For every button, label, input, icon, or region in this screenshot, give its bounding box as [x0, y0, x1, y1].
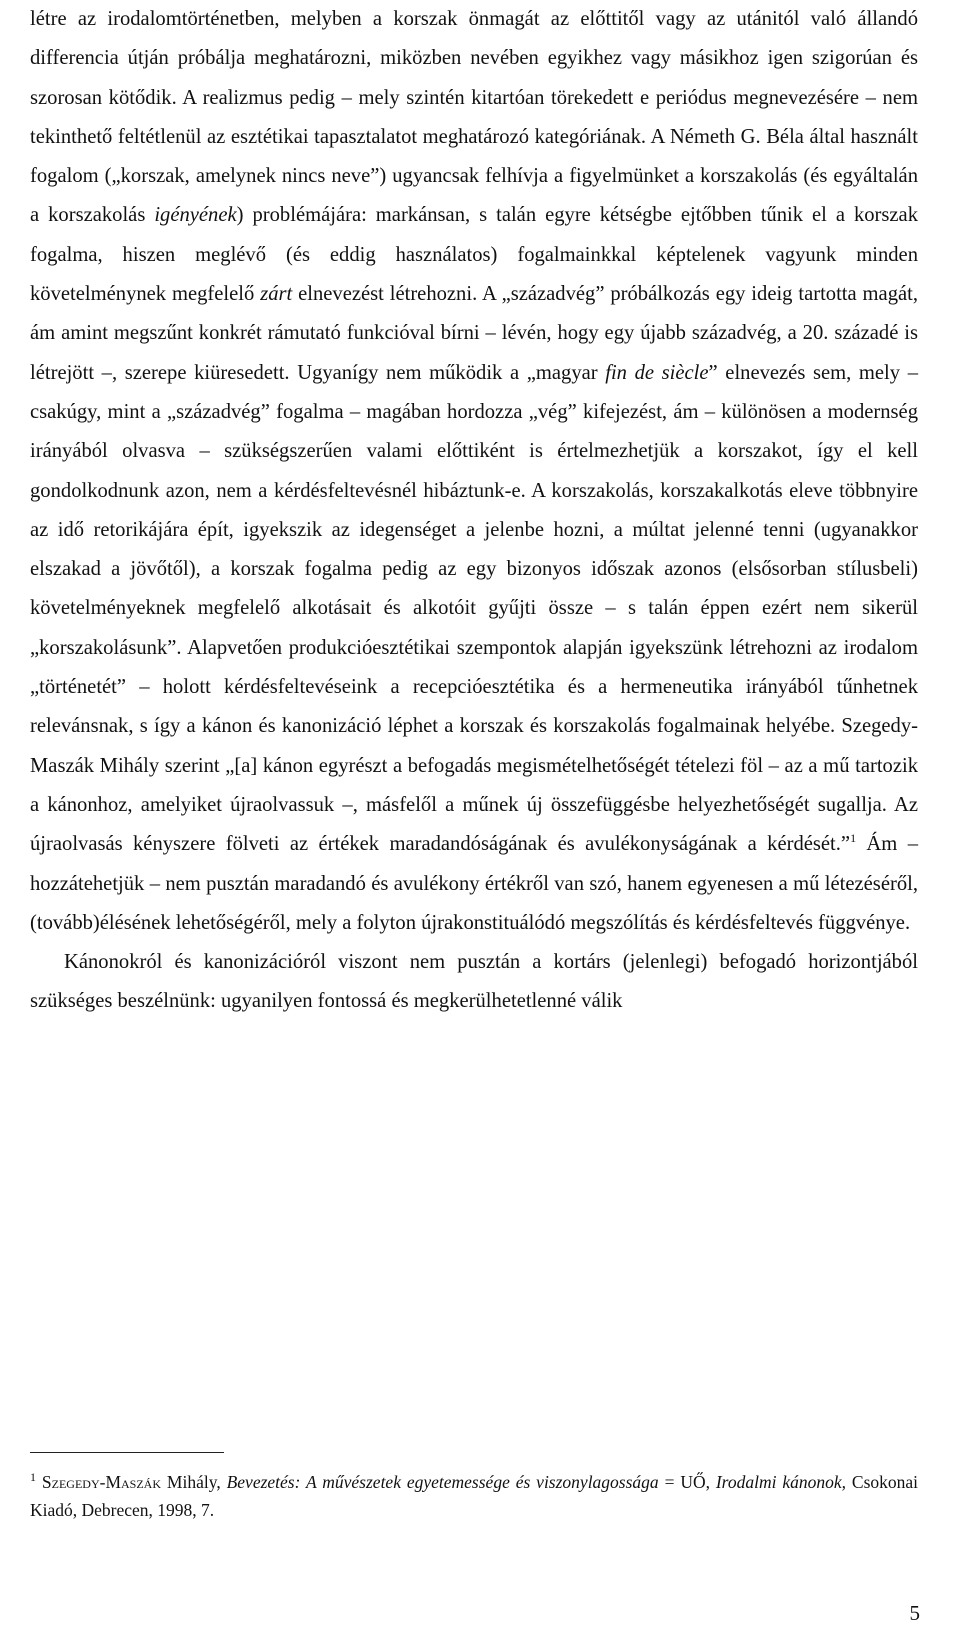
page-number: 5	[909, 1601, 920, 1625]
paragraph-1-text-d: ” elnevezés sem, mely – csakúgy, mint a „századvég” fogalma – magában hordozza „vég” kifejezést, ám – különösen a modernség irányából olvasva – szükségszerűen valami előttiként is értelmezhetjük a korszakot, így el kell gondolkodnunk azon, nem a kérdésfeltevésnél hibáztunk-e. A korszakolás, korszakalkotás eleve többnyire az idő retorikájára épít, igyekszik az idegenséget a jelenbe hozni, a múltat jelenné tenni (ugyanakkor elszakad a jövőtől), a korszak fogalma pedig az egy bizonyos időszak azonos (elsősorban stílusbeli) követelményeknek megfelelő alkotásait és alkotóit gyűjti össze – s talán éppen ezért nem sikerül „korszakolásunk”. Alapvetően produkcióesztétikai szempontok alapján igyekszünk létrehozni az irodalom „történetét” – holott kérdésfeltevéseink a recepcióesztétika és a hermeneutika irányából tűnhetnek relevánsnak, s így a kánon és kanonizáció léphet a korszak és korszakolás fogalmainak helyébe. Szegedy-Maszák Mihály szerint „[a] kánon egyrészt a befogadás megismételhetőségét tételezi föl – az a mű tartozik a kánonhoz, amelyiket újraolvassuk –, másfelől a műnek új összefüggésbe helyezhetőségét sugallja. Az újraolvasás kényszere fölveti az értékek maradandóságának és avulékonyságának a kérdését.”	[30, 361, 918, 856]
page-body	[30, 0, 918, 1022]
paragraph-2-text: Kánonokról és kanonizációról viszont nem pusztán a kortárs (jelenlegi) befogadó horizontjából szükséges beszélnünk: ugyanilyen fontossá és megkerülhetetlenné válik	[30, 951, 918, 1013]
emphasis-zart: zárt	[260, 283, 293, 306]
paragraph-1-text-c: elnevezést létrehozni. A „századvég” próbálkozás egy ideig tartotta magát, ám amint megszűnt konkrét rámutató funkcióval bírni – lévén, hogy egy újabb századvég, a 20. századé is létrejött –, szerepe kiüresedett. Ugyanígy nem működik a „magyar	[30, 283, 919, 384]
paragraph-1-text-a: létre az irodalomtörténetben, melyben a korszak önmagát az előttitől vagy az utánitól való állandó differencia útján próbálja meghatározni, miközben nevében egyikhez vagy másikhoz igen szigorúan és szorosan kötődik. A realizmus pedig – mely szintén kitartóan törekedett e periódus megnevezésére – nem tekinthető feltétlenül az esztétikai tapasztalatot meghatározó kategóriának. A Németh G. Béla által használt fogalom („korszak, amelynek nincs neve”) ugyancsak felhívja a figyelmünket a korszakolás (és egyáltalán a korszakolás	[30, 8, 918, 227]
footnote-title: Bevezetés: A művészetek egyetemessége és viszonylagossága	[226, 1472, 659, 1492]
footnote-author: Szegedy-Maszák	[41, 1472, 162, 1492]
paragraph-1	[30, 0, 918, 943]
footnote-reference[interactable]: 1	[850, 831, 857, 846]
paragraph-1-text-b: ) problémájára: markánsan, s talán egyre kétségbe ejtőbben tűnik el a korszak fogalma, hiszen meglévő (és eddig használatos) fogalmainkkal képtelenek vagyunk minden követelménynek megfelelő	[30, 204, 918, 306]
footnote-rest: = UŐ,	[658, 1472, 716, 1492]
paragraph-1-text-e: Ám – hozzátehetjük – nem pusztán maradandó és avulékony értékről van szó, hanem egyenesen a mű létezéséről, (tovább)élésének lehetőségéről, mely a folyton újrakonstituálódó megszólítás és kérdésfeltevés függvénye.	[30, 833, 918, 934]
footnote	[30, 1468, 918, 1524]
footnote-separator	[30, 1452, 224, 1453]
emphasis-igenyenek: igényének	[154, 204, 237, 227]
paragraph-2	[30, 943, 918, 1022]
footnote-publisher: Csokonai Kiadó, Debrecen, 1998, 7.	[30, 1472, 919, 1520]
emphasis-fin-de-siecle: fin de siècle	[605, 361, 709, 384]
footnote-number: 1	[30, 1470, 36, 1485]
footnote-book: Irodalmi kánonok,	[715, 1472, 847, 1492]
footnote-author-first: Mihály,	[166, 1472, 221, 1492]
